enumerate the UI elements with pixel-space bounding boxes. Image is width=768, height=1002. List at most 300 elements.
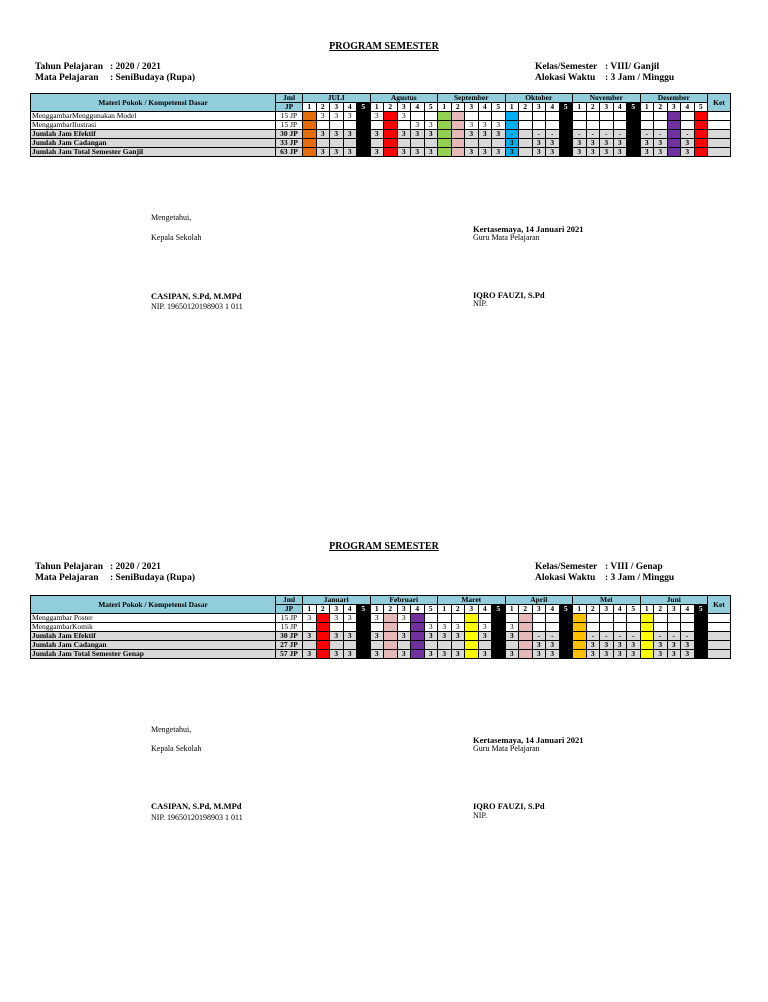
week-cell <box>465 112 479 121</box>
week-cell: 3 <box>330 112 344 121</box>
place-date: Kertasemaya, 14 Januari 2021 <box>473 735 584 745</box>
week-cell <box>573 641 587 650</box>
week-cell <box>654 121 668 130</box>
week-cell <box>667 130 681 139</box>
kepala-sekolah-name: CASIPAN, S.Pd, M.MPd <box>151 801 242 811</box>
jml-header: Jml <box>276 94 303 103</box>
ket-header: Ket <box>708 94 731 112</box>
week-cell <box>451 641 465 650</box>
month-header: April <box>505 596 573 605</box>
week-cell <box>492 139 506 148</box>
week-cell: 3 <box>424 632 438 641</box>
week-cell: 3 <box>505 650 519 659</box>
month-header: Mei <box>573 596 641 605</box>
week-cell <box>384 623 398 632</box>
week-header: 1 <box>303 605 317 614</box>
week-cell: 3 <box>424 148 438 157</box>
week-cell <box>357 623 371 632</box>
week-cell: 3 <box>546 641 560 650</box>
week-cell: 3 <box>654 148 668 157</box>
week-cell: 3 <box>600 148 614 157</box>
month-header: Maret <box>438 596 506 605</box>
week-cell: 3 <box>627 650 641 659</box>
week-cell <box>519 614 533 623</box>
week-cell: - <box>681 130 695 139</box>
week-cell <box>559 623 573 632</box>
week-cell <box>573 623 587 632</box>
week-cell <box>478 641 492 650</box>
week-cell: 3 <box>330 614 344 623</box>
table-row <box>31 130 731 139</box>
week-header: 5 <box>627 103 641 112</box>
week-header: 5 <box>357 605 371 614</box>
week-cell <box>343 641 357 650</box>
week-cell: 3 <box>424 121 438 130</box>
week-header: 4 <box>681 103 695 112</box>
week-header: 3 <box>397 605 411 614</box>
guru-nip: NIP. <box>473 299 488 308</box>
week-cell: 3 <box>316 112 330 121</box>
week-cell <box>384 650 398 659</box>
week-cell <box>667 139 681 148</box>
week-cell: 3 <box>573 139 587 148</box>
kepala-sekolah-nip: NIP. 19650120198903 1 011 <box>151 813 243 822</box>
week-cell <box>667 148 681 157</box>
week-cell <box>694 650 708 659</box>
week-cell <box>316 641 330 650</box>
week-cell <box>492 112 506 121</box>
ket-header: Ket <box>708 596 731 614</box>
week-cell <box>384 112 398 121</box>
week-cell: 3 <box>451 650 465 659</box>
mapel-label: Mata Pelajaran <box>35 73 99 83</box>
week-cell <box>667 614 681 623</box>
week-header: 5 <box>559 605 573 614</box>
week-cell <box>532 112 546 121</box>
header-right <box>535 562 674 584</box>
week-cell: - <box>613 130 627 139</box>
week-header: 3 <box>600 605 614 614</box>
guru-label: Guru Mata Pelajaran <box>473 233 540 242</box>
week-header: 4 <box>613 605 627 614</box>
program-semester-table <box>30 93 731 157</box>
week-cell: 3 <box>478 623 492 632</box>
jp-cell: 15 JP <box>276 623 303 632</box>
alokasi-value: : 3 Jam / Minggu <box>605 73 675 83</box>
week-cell <box>411 112 425 121</box>
week-cell: 3 <box>532 139 546 148</box>
week-header: 4 <box>411 103 425 112</box>
kelas-label: Kelas/Semester <box>535 62 598 72</box>
week-cell <box>559 641 573 650</box>
week-cell: - <box>600 130 614 139</box>
week-cell <box>640 650 654 659</box>
week-cell <box>438 139 452 148</box>
week-cell <box>384 139 398 148</box>
materi-cell: MenggambarMenggunakan Model <box>31 112 276 121</box>
week-cell: - <box>654 632 668 641</box>
week-header: 4 <box>411 605 425 614</box>
alokasi-label: Alokasi Waktu <box>535 573 596 583</box>
jp-cell: 15 JP <box>276 121 303 130</box>
week-cell <box>438 130 452 139</box>
week-cell: 3 <box>330 650 344 659</box>
kelas-value: : VIII / Genap <box>605 562 663 572</box>
week-header: 1 <box>438 103 452 112</box>
week-cell <box>330 139 344 148</box>
week-header: 2 <box>586 103 600 112</box>
materi-header: Materi Pokok / Kompetensi Dasar <box>31 94 276 112</box>
week-cell: 3 <box>667 641 681 650</box>
week-cell: 3 <box>667 650 681 659</box>
week-cell <box>478 614 492 623</box>
week-cell: 3 <box>343 148 357 157</box>
table-row <box>31 112 731 121</box>
week-cell <box>316 650 330 659</box>
jp-cell: 15 JP <box>276 614 303 623</box>
week-cell: 3 <box>370 130 384 139</box>
week-cell: 3 <box>654 139 668 148</box>
week-cell <box>559 112 573 121</box>
week-cell: 3 <box>600 139 614 148</box>
week-cell: - <box>546 130 560 139</box>
week-header: 5 <box>694 103 708 112</box>
week-cell: 3 <box>478 632 492 641</box>
materi-cell: Jumlah Jam Total Semester Genap <box>31 650 276 659</box>
tahun-label: Tahun Pelajaran <box>35 562 104 572</box>
week-cell: 3 <box>411 148 425 157</box>
week-cell <box>330 641 344 650</box>
week-cell: 3 <box>492 148 506 157</box>
table-row <box>31 623 731 632</box>
week-header: 4 <box>478 103 492 112</box>
week-cell <box>465 623 479 632</box>
week-header: 3 <box>667 103 681 112</box>
materi-header: Materi Pokok / Kompetensi Dasar <box>31 596 276 614</box>
week-cell: 3 <box>316 148 330 157</box>
header-left <box>35 562 195 584</box>
kepala-sekolah-nip: NIP. 19650120198903 1 011 <box>151 302 243 311</box>
week-cell: 3 <box>586 139 600 148</box>
ket-cell <box>708 623 731 632</box>
jp-cell: 33 JP <box>276 139 303 148</box>
week-header: 3 <box>330 605 344 614</box>
week-cell: 3 <box>654 641 668 650</box>
week-cell: 3 <box>330 148 344 157</box>
header-left <box>35 62 195 84</box>
week-cell <box>640 641 654 650</box>
week-cell: 3 <box>343 632 357 641</box>
week-cell <box>384 614 398 623</box>
week-cell <box>505 121 519 130</box>
week-cell <box>640 112 654 121</box>
week-cell <box>573 112 587 121</box>
kelas-value: : VIII/ Ganjil <box>605 62 660 72</box>
week-cell <box>640 614 654 623</box>
jml-header: Jml <box>276 596 303 605</box>
week-cell <box>397 139 411 148</box>
week-cell <box>519 121 533 130</box>
week-header: 2 <box>654 605 668 614</box>
week-header: 3 <box>465 103 479 112</box>
mapel-value: : SeniBudaya (Rupa) <box>110 73 195 83</box>
week-cell <box>303 139 317 148</box>
week-cell: 3 <box>492 130 506 139</box>
week-cell: 3 <box>532 148 546 157</box>
week-cell: 3 <box>640 148 654 157</box>
mengetahui-text: Mengetahui, <box>151 213 192 222</box>
week-cell: - <box>586 130 600 139</box>
week-cell <box>357 650 371 659</box>
week-cell <box>559 614 573 623</box>
week-cell: 3 <box>546 650 560 659</box>
week-cell <box>424 139 438 148</box>
week-cell <box>640 121 654 130</box>
week-cell <box>667 623 681 632</box>
week-cell <box>600 623 614 632</box>
week-header: 2 <box>519 605 533 614</box>
table-row <box>31 121 731 130</box>
table-row <box>31 641 731 650</box>
week-cell <box>519 632 533 641</box>
week-cell <box>654 623 668 632</box>
week-cell: 3 <box>343 130 357 139</box>
week-cell: 3 <box>330 130 344 139</box>
jp-header: JP <box>276 103 303 112</box>
week-cell: 3 <box>600 641 614 650</box>
mengetahui-text: Mengetahui, <box>151 725 192 734</box>
week-cell <box>370 121 384 130</box>
week-cell <box>316 632 330 641</box>
week-cell: 3 <box>478 148 492 157</box>
week-cell: 3 <box>330 632 344 641</box>
week-cell <box>573 632 587 641</box>
week-cell <box>546 623 560 632</box>
week-header: 1 <box>438 605 452 614</box>
week-cell <box>357 632 371 641</box>
week-cell <box>303 623 317 632</box>
week-cell <box>357 148 371 157</box>
week-cell: 3 <box>586 148 600 157</box>
week-cell <box>694 623 708 632</box>
week-header: 2 <box>384 605 398 614</box>
week-header: 3 <box>397 103 411 112</box>
week-cell <box>627 121 641 130</box>
week-cell <box>411 139 425 148</box>
month-header: Oktober <box>505 94 573 103</box>
materi-cell: Jumlah Jam Total Semester Ganjil <box>31 148 276 157</box>
week-cell <box>694 148 708 157</box>
page-title: PROGRAM SEMESTER <box>329 541 439 552</box>
week-cell <box>384 641 398 650</box>
week-cell: 3 <box>613 650 627 659</box>
week-cell <box>424 641 438 650</box>
week-cell <box>451 614 465 623</box>
jp-header: JP <box>276 605 303 614</box>
week-header: 2 <box>316 103 330 112</box>
week-cell <box>451 139 465 148</box>
kepala-sekolah-name: CASIPAN, S.Pd, M.MPd <box>151 291 242 301</box>
week-cell <box>627 623 641 632</box>
month-header: Februari <box>370 596 438 605</box>
week-cell <box>465 139 479 148</box>
week-cell: 3 <box>303 614 317 623</box>
week-cell: - <box>654 130 668 139</box>
week-cell <box>667 121 681 130</box>
week-cell: 3 <box>370 148 384 157</box>
jp-cell: 30 JP <box>276 130 303 139</box>
materi-cell: Menggambar Poster <box>31 614 276 623</box>
guru-name: IQRO FAUZI, S.Pd <box>473 290 545 300</box>
materi-cell: Jumlah Jam Cadangan <box>31 139 276 148</box>
week-header: 5 <box>559 103 573 112</box>
ket-cell <box>708 148 731 157</box>
page-title: PROGRAM SEMESTER <box>329 41 439 52</box>
week-cell <box>492 641 506 650</box>
week-cell <box>559 632 573 641</box>
week-header: 4 <box>546 103 560 112</box>
week-cell <box>573 650 587 659</box>
week-cell: 3 <box>654 650 668 659</box>
week-cell <box>370 139 384 148</box>
week-cell <box>465 614 479 623</box>
week-cell <box>505 641 519 650</box>
week-cell <box>330 121 344 130</box>
week-cell: 3 <box>465 121 479 130</box>
week-header: 4 <box>343 103 357 112</box>
week-cell: - <box>640 130 654 139</box>
week-cell: 3 <box>424 623 438 632</box>
week-header: 1 <box>370 605 384 614</box>
week-cell: 3 <box>559 148 573 157</box>
week-cell <box>343 623 357 632</box>
week-cell: 3 <box>303 650 317 659</box>
week-cell: 3 <box>492 121 506 130</box>
week-header: 4 <box>343 605 357 614</box>
week-cell <box>438 121 452 130</box>
week-cell: 3 <box>316 130 330 139</box>
week-cell <box>627 139 641 148</box>
week-cell: 3 <box>465 148 479 157</box>
table-row <box>31 632 731 641</box>
week-cell: 3 <box>370 650 384 659</box>
week-header: 5 <box>424 605 438 614</box>
kepala-sekolah-label: Kepala Sekolah <box>151 744 202 753</box>
materi-cell: Jumlah Jam Efektif <box>31 632 276 641</box>
week-cell <box>586 112 600 121</box>
week-cell <box>303 121 317 130</box>
month-header: Januari <box>303 596 371 605</box>
week-cell: - <box>681 632 695 641</box>
jp-cell: 57 JP <box>276 650 303 659</box>
week-header: 2 <box>519 103 533 112</box>
week-cell <box>492 650 506 659</box>
week-cell <box>397 121 411 130</box>
week-header: 4 <box>613 103 627 112</box>
table-row <box>31 148 731 157</box>
week-cell <box>694 130 708 139</box>
week-cell <box>303 148 317 157</box>
tahun-label: Tahun Pelajaran <box>35 62 104 72</box>
ket-cell <box>708 112 731 121</box>
week-cell: 3 <box>370 614 384 623</box>
week-cell <box>424 614 438 623</box>
week-cell <box>505 614 519 623</box>
week-cell: - <box>559 130 573 139</box>
week-cell <box>532 614 546 623</box>
table-row <box>31 650 731 659</box>
week-cell <box>465 650 479 659</box>
guru-label: Guru Mata Pelajaran <box>473 744 540 753</box>
place-date: Kertasemaya, 14 Januari 2021 <box>473 224 584 234</box>
week-cell <box>654 614 668 623</box>
week-cell: 3 <box>411 121 425 130</box>
week-cell: 3 <box>600 650 614 659</box>
ket-cell <box>708 121 731 130</box>
week-header: 5 <box>492 605 506 614</box>
week-cell <box>424 112 438 121</box>
week-cell <box>411 650 425 659</box>
week-cell <box>667 112 681 121</box>
week-cell: 3 <box>627 641 641 650</box>
week-cell <box>613 623 627 632</box>
week-header: 5 <box>424 103 438 112</box>
week-cell <box>465 632 479 641</box>
week-header: 3 <box>330 103 344 112</box>
week-cell: 3 <box>465 130 479 139</box>
week-cell <box>343 139 357 148</box>
week-cell: 3 <box>424 130 438 139</box>
week-cell <box>694 641 708 650</box>
week-header: 1 <box>573 605 587 614</box>
week-cell <box>586 614 600 623</box>
week-cell <box>384 632 398 641</box>
week-cell <box>370 641 384 650</box>
ket-cell <box>708 614 731 623</box>
week-cell: 3 <box>370 632 384 641</box>
guru-nip: NIP. <box>473 811 488 820</box>
week-cell <box>640 632 654 641</box>
ket-cell <box>708 641 731 650</box>
week-header: 4 <box>478 605 492 614</box>
week-cell <box>478 112 492 121</box>
week-cell: 3 <box>397 112 411 121</box>
week-header: 1 <box>303 103 317 112</box>
week-header: 1 <box>505 605 519 614</box>
week-cell <box>546 121 560 130</box>
week-cell <box>505 112 519 121</box>
month-header: Desember <box>640 94 708 103</box>
week-cell <box>519 650 533 659</box>
week-cell <box>519 139 533 148</box>
ket-cell <box>708 130 731 139</box>
ket-cell <box>708 139 731 148</box>
materi-cell: MenggambarKomik <box>31 623 276 632</box>
week-cell: 3 <box>681 139 695 148</box>
week-cell <box>573 121 587 130</box>
week-cell <box>451 121 465 130</box>
week-cell <box>357 130 371 139</box>
week-cell: 3 <box>505 148 519 157</box>
week-cell: 3 <box>438 623 452 632</box>
week-cell: - <box>505 130 519 139</box>
week-cell <box>519 623 533 632</box>
table-row <box>31 139 731 148</box>
week-header: 2 <box>586 605 600 614</box>
week-cell <box>600 112 614 121</box>
week-cell: - <box>613 632 627 641</box>
jp-cell: 63 JP <box>276 148 303 157</box>
